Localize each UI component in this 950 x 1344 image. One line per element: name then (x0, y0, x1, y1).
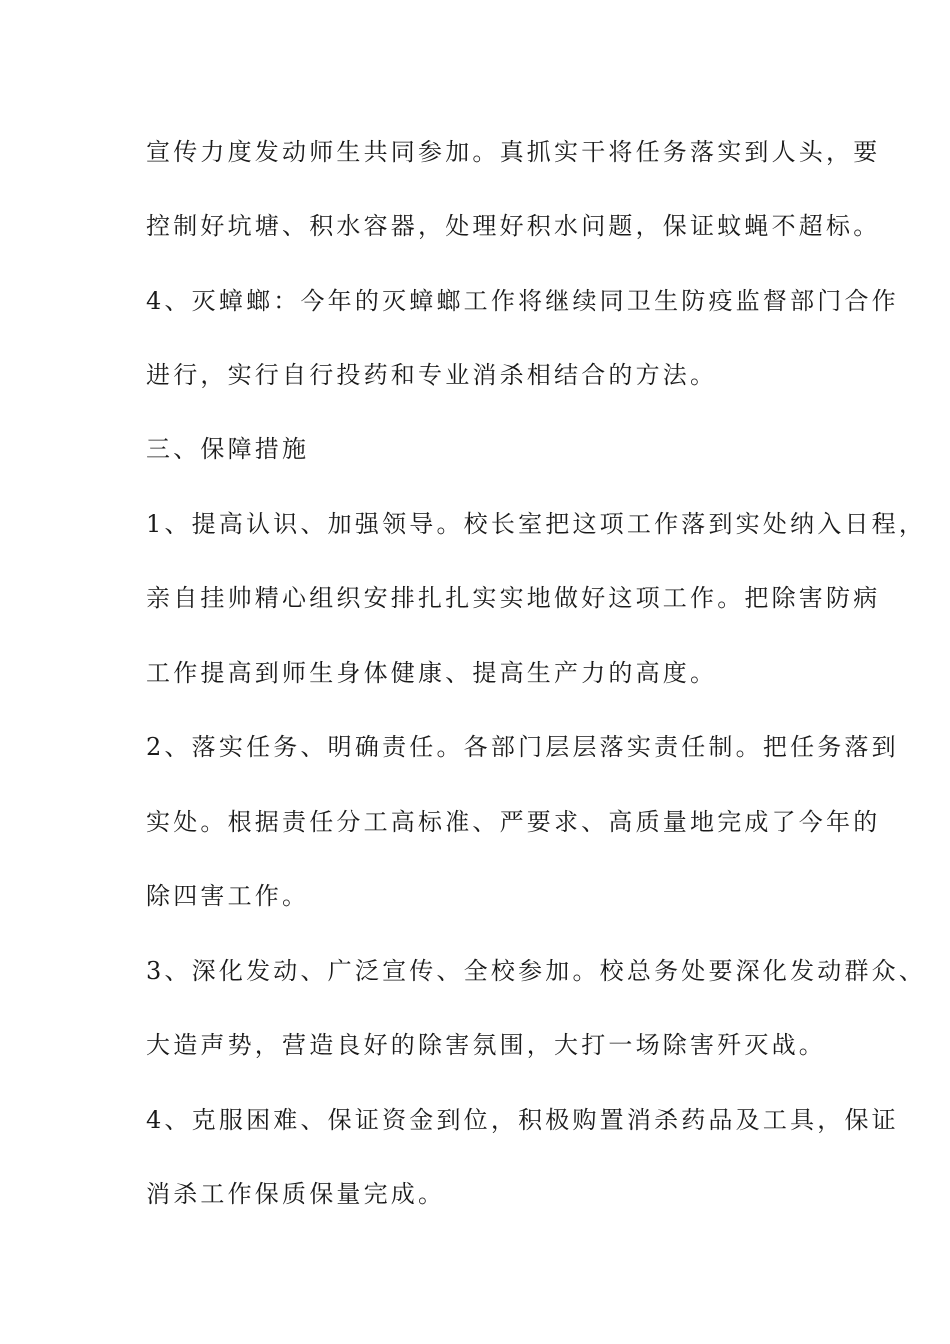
text-line: 除四害工作。 (146, 882, 310, 910)
text-line: 亲自挂帅精心组织安排扎扎实实地做好这项工作。把除害防病 (146, 584, 881, 612)
text-line: 消杀工作保质保量完成。 (146, 1180, 446, 1208)
text-line: 宣传力度发动师生共同参加。真抓实干将任务落实到人头，要 (146, 138, 881, 166)
section-heading: 三、保障措施 (146, 435, 310, 463)
text-line: 控制好坑塘、积水容器，处理好积水问题，保证蚊蝇不超标。 (146, 212, 881, 240)
text-line: 3、深化发动、广泛宣传、全校参加。校总务处要深化发动群众、 (146, 957, 927, 985)
text-line: 2、落实任务、明确责任。各部门层层落实责任制。把任务落到 (146, 733, 899, 761)
text-line: 1、提高认识、加强领导。校长室把这项工作落到实处纳入日程， (146, 510, 927, 538)
text-line: 工作提高到师生身体健康、提高生产力的高度。 (146, 659, 718, 687)
text-line: 4、灭蟑螂：今年的灭蟑螂工作将继续同卫生防疫监督部门合作 (146, 287, 899, 315)
text-line: 实处。根据责任分工高标准、严要求、高质量地完成了今年的 (146, 808, 881, 836)
text-line: 4、克服困难、保证资金到位，积极购置消杀药品及工具，保证 (146, 1106, 899, 1134)
text-line: 大造声势，营造良好的除害氛围，大打一场除害歼灭战。 (146, 1031, 826, 1059)
text-line: 进行，实行自行投药和专业消杀相结合的方法。 (146, 361, 718, 389)
